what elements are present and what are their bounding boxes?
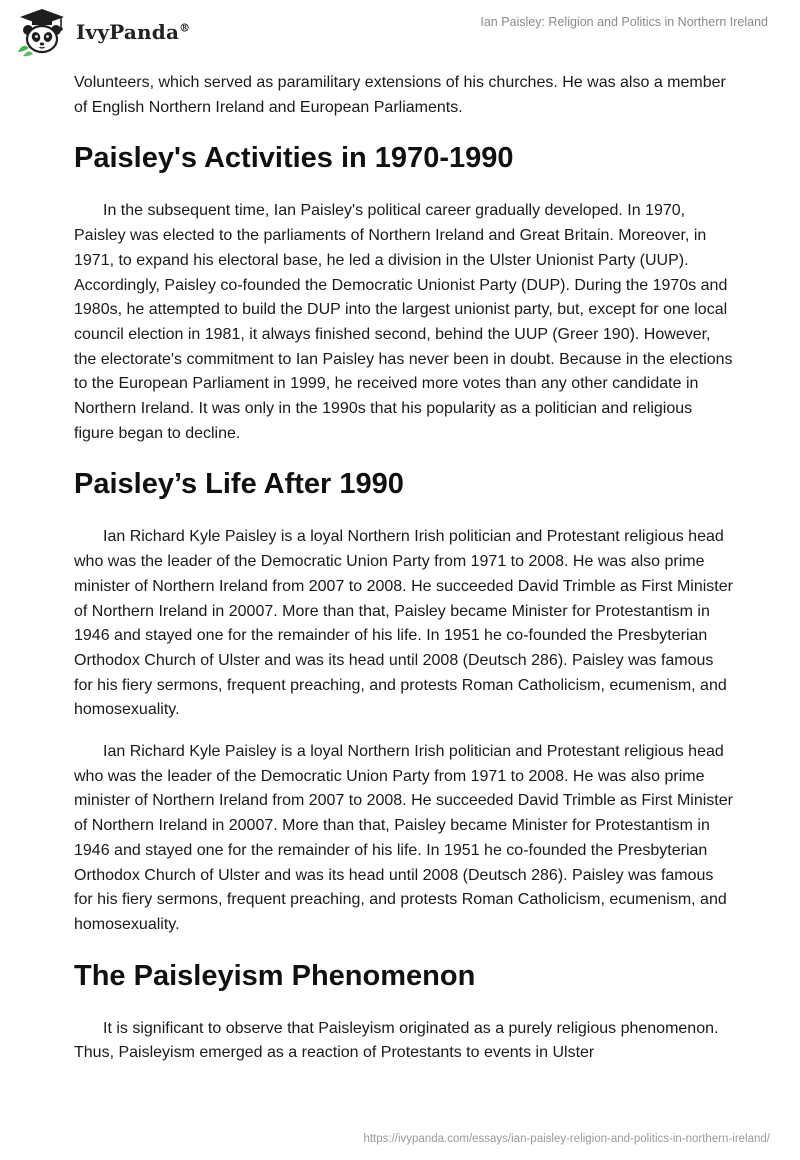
panda-graduate-logo-icon xyxy=(14,6,70,58)
page-header xyxy=(0,0,800,62)
section-heading-life-after-1990: Paisley’s Life After 1990 xyxy=(74,468,404,501)
intro-paragraph: Volunteers, which served as paramilitary extensions of his churches. He was also a member of English Northern Ireland and European Parliaments. xyxy=(74,74,726,116)
document-title: Ian Paisley: Religion and Politics in Northern Ireland xyxy=(480,15,768,29)
paragraph: Ian Richard Kyle Paisley is a loyal Northern Irish politician and Protestant religious head who was the leader of the Democratic Union Party from 1971 to 2008. He was also prime minister of Northern Ireland from 2007 to 2008. He succeeded David Trimble as First Minister of Northern Ireland in 20007. More than that, Paisley became Minister for Protestantism in 1946 and stayed one for the remainder of his life. In 1951 he co-founded the Presbyterian Orthodox Church of Ulster and was its head until 2008 (Deutsch 286). Paisley was famous for his fiery sermons, frequent preaching, and protests Roman Catholicism, ecumenism, and homosexuality. xyxy=(74,743,733,933)
paragraph: It is significant to observe that Paisleyism originated as a purely religious phenomenon. Thus, Paisleyism emerged as a reaction of Protestants to events in Ulster xyxy=(74,1019,719,1062)
section-heading-paisleyism-phenomenon: The Paisleyism Phenomenon xyxy=(74,959,476,992)
paragraph: Ian Richard Kyle Paisley is a loyal Northern Irish politician and Protestant religious head who was the leader of the Democratic Union Party from 1971 to 2008. He was also prime minister of Northern Ireland from 2007 to 2008. He succeeded David Trimble as First Minister of Northern Ireland in 20007. More than that, Paisley became Minister for Protestantism in 1946 and stayed one for the remainder of his life. In 1951 he co-founded the Presbyterian Orthodox Church of Ulster and was its head until 2008 (Deutsch 286). Paisley was famous for his fiery sermons, frequent preaching, and protests Roman Catholicism, ecumenism, and homosexuality. xyxy=(74,528,733,719)
paragraph: In the subsequent time, Ian Paisley's political career gradually developed. In 1970, Paisley was elected to the parliaments of Northern Ireland and Great Britain. Moreover, in 1971, to expand his electoral base, he led a division in the Ulster Unionist Party (UUP). Accordingly, Paisley co-founded the Democratic Unionist Party (DUP). During the 1970s and 1980s, he attempted to build the DUP into the largest unionist party, but, except for one local council election in 1981, it always finished second, behind the UUP (Greer 190). However, the electorate's commitment to Ian Paisley has never been in doubt. Because in the elections to the European Parliament in 1999, he received more votes than any other candidate in Northern Ireland. It was only in the 1990s that his popularity as a politician and religious figure began to decline. xyxy=(74,202,733,442)
brand-name: IvyPanda® xyxy=(76,20,191,44)
article-body xyxy=(74,71,734,1083)
section-heading-activities-1970-1990: Paisley's Activities in 1970-1990 xyxy=(74,142,514,175)
source-url-link[interactable]: https://ivypanda.com/essays/ian-paisley-religion-and-politics-in-northern-ireland/ xyxy=(363,1133,770,1145)
ivypanda-logo[interactable] xyxy=(14,6,190,58)
